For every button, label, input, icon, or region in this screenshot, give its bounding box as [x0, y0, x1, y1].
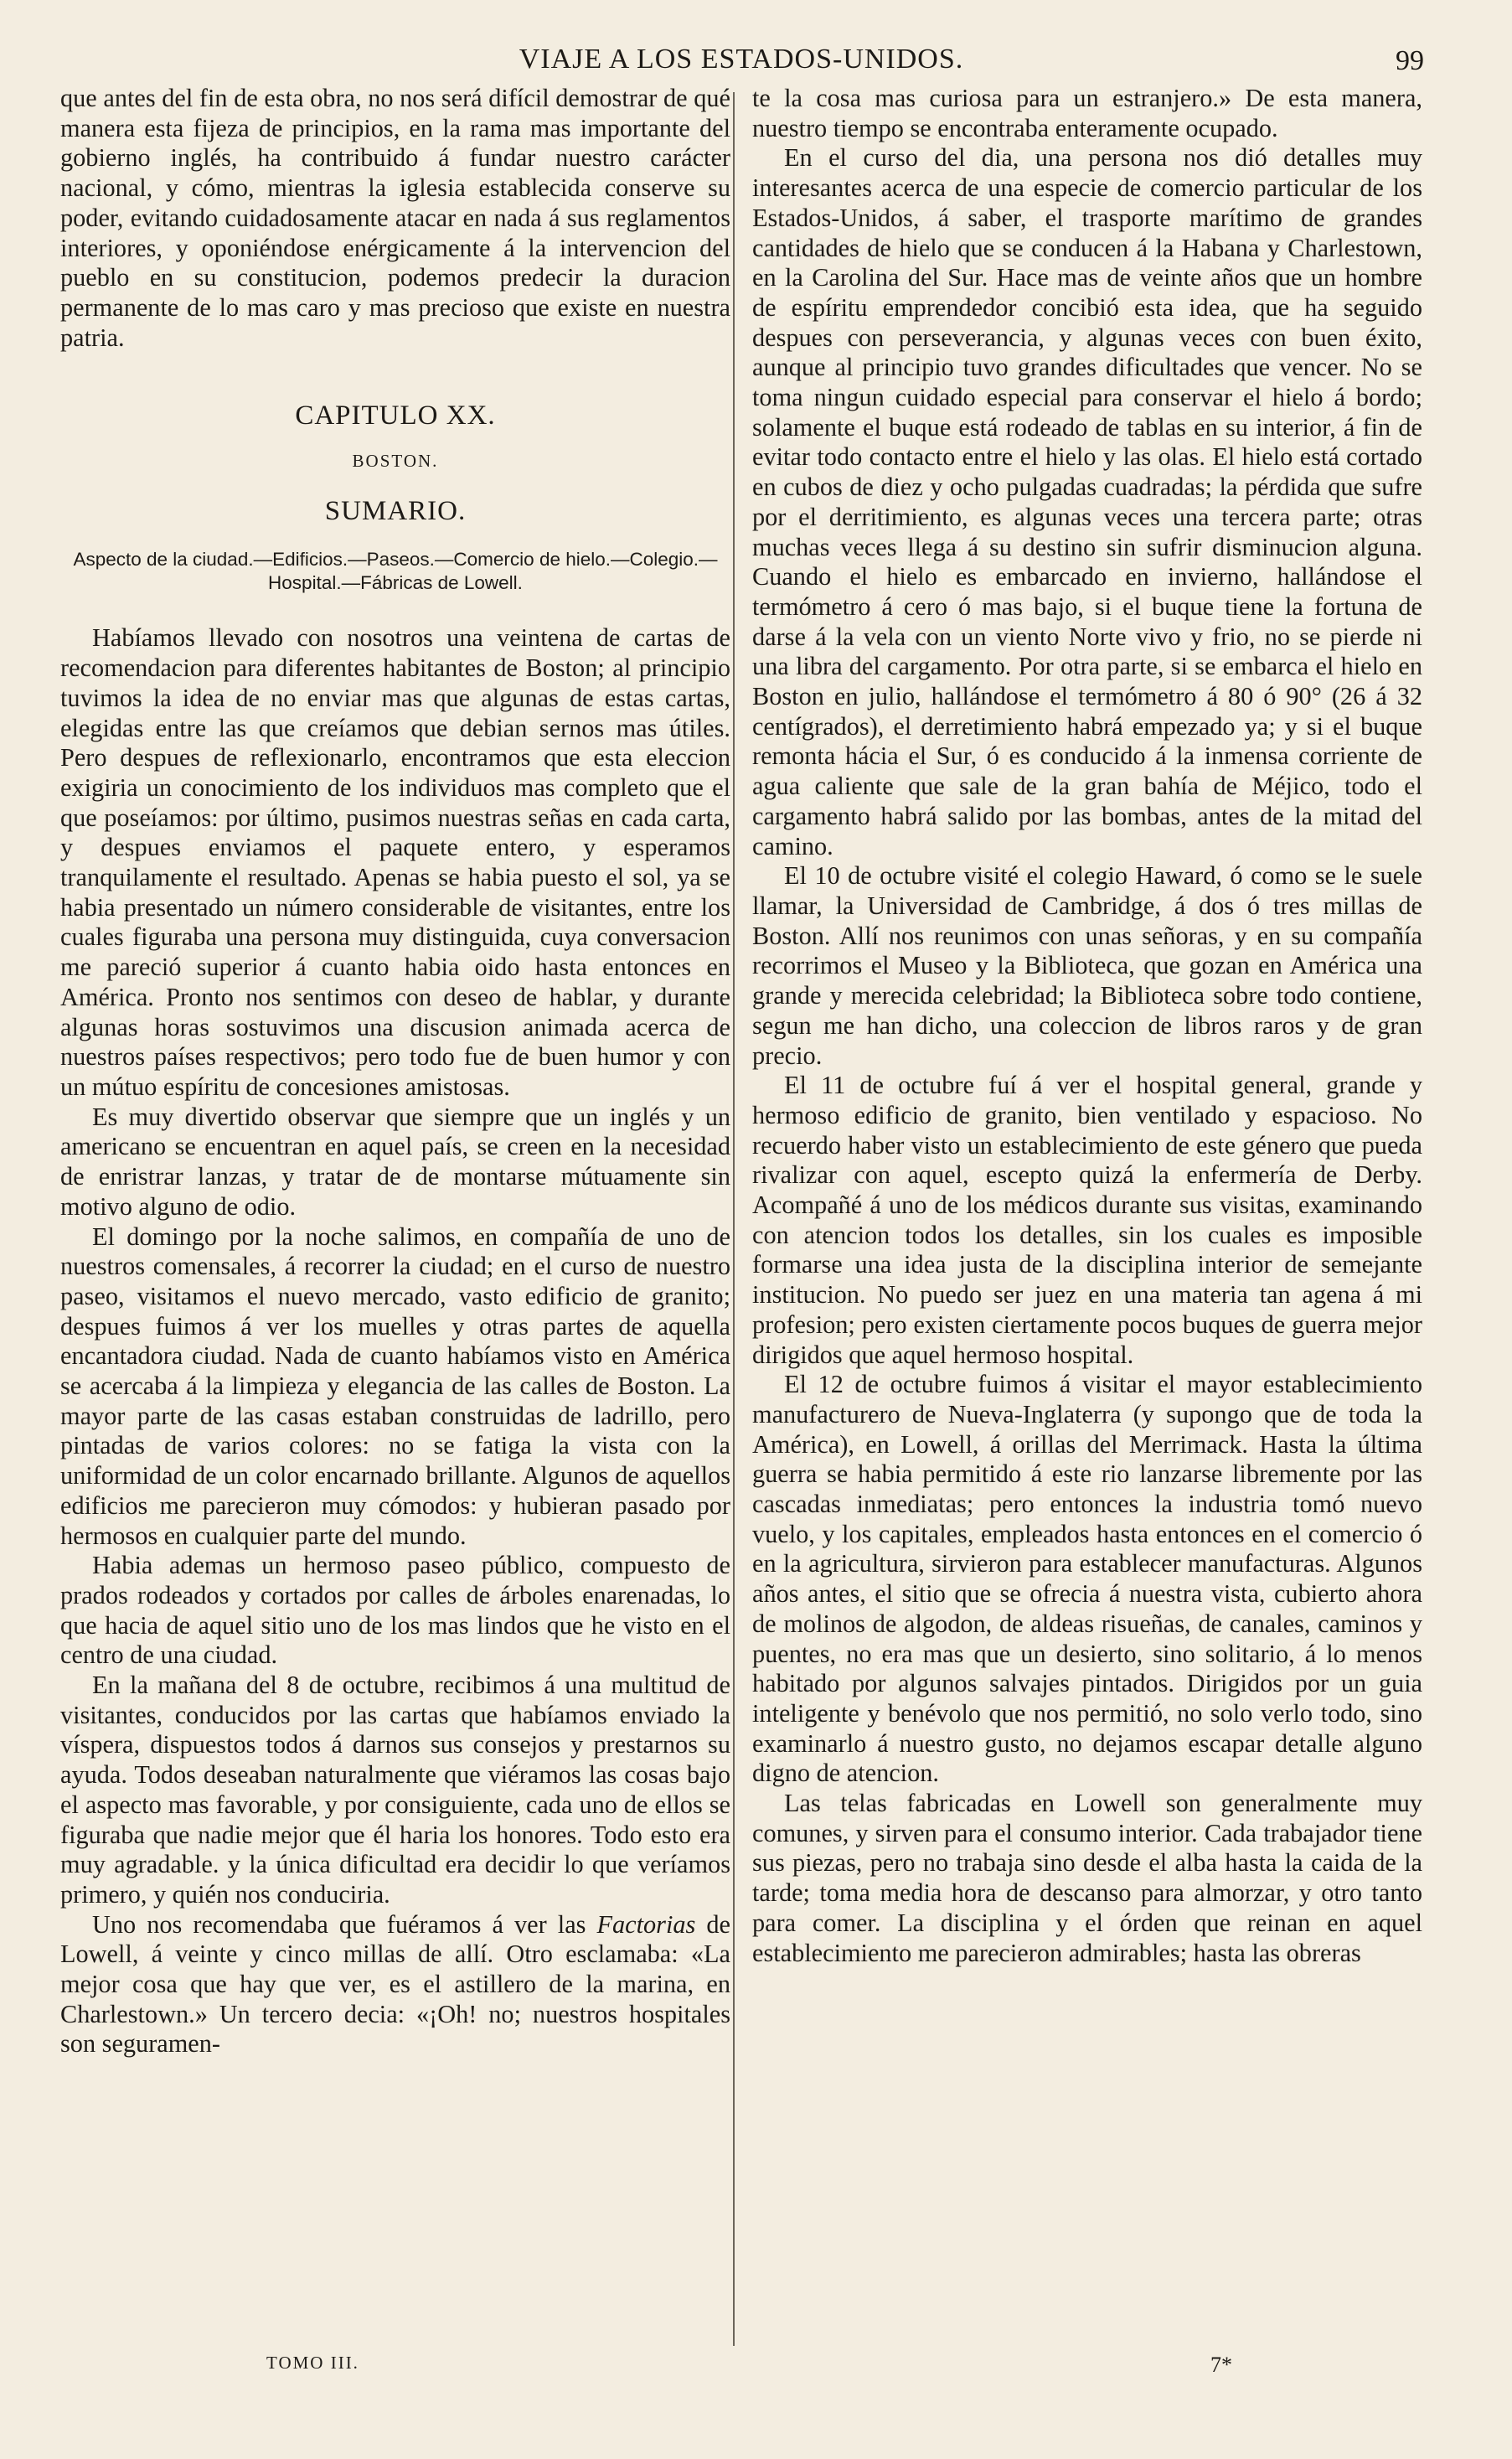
chapter-title: CAPITULO XX.: [295, 400, 496, 431]
paragraph: Habia ademas un hermoso paseo público, compuesto de prados rodeados y cortados por calles de árboles enarenadas, lo que hacia de aquel sitio uno de los mas lindos que he visto en el centro de una ciudad.: [60, 1551, 730, 1670]
paragraph: El domingo por la noche salimos, en compañía de uno de nuestros comensales, á recorrer la ciudad; en el curso de nuestro paseo, visitamos el nuevo mercado, vasto edificio de granito; despues fuimos á ver los muelles y otras partes de aquella encantadora ciudad. Nada de cuanto habíamos visto en América se acercaba á la limpieza y elegancia de las calles de Boston. La mayor parte de las casas estaban construidas de ladrillo, pero pintadas de varios colores: no se fatiga la vista con la uniformidad de un color encarnado brillante. Algunos de aquellos edificios me parecieron muy cómodos: y hubieran pasado por hermosos en cualquier parte del mundo.: [60, 1222, 730, 1550]
running-title: VIAJE A LOS ESTADOS-UNIDOS.: [519, 44, 964, 75]
volume-label: TOMO III.: [266, 2353, 359, 2373]
italic-term: Factorias: [596, 1909, 696, 1939]
paragraph: Las telas fabricadas en Lowell son generalmente muy comunes, y sirven para el consumo interior. Cada trabajador tiene sus piezas, pero no trabaja sino desde el alba hasta la caida de la tarde; toma media hora de descanso para almorzar, y otro tanto para comer. La disciplina y el órden que reinan en aquel establecimiento me parecieron admirables; hasta las obreras: [752, 1789, 1422, 1967]
paragraph: Es muy divertido observar que siempre que un inglés y un americano se encuentran en aquel país, se creen en la necesidad de enristrar lanzas, y tratar de de montarse mútuamente sin motivo alguno de odio.: [60, 1102, 730, 1221]
paragraph-text: de Lowell, á veinte y cinco millas de allí. Otro esclamaba: «La mejor cosa que hay que ver, es el astillero de la marina, en Charlestown.» Un tercero decia: «¡Oh! no; nuestros hospitales son seguramen-: [60, 1909, 731, 2059]
paragraph: que antes del fin de esta obra, no nos será difícil demostrar de qué manera esta fijeza de principios, en la rama mas importante del gobierno inglés, ha contribuido á fundar nuestro carácter nacional, y cómo, mientras la iglesia establecida conserve su poder, evitando cuidadosamente atacar en nada á sus reglamentos interiores, y oponiéndose enérgicamente á la intervencion del pueblo en su constitucion, podemos predecir la duracion permanente de lo mas caro y mas precioso que existe en nuestra patria.: [60, 84, 730, 352]
paragraph: [60, 1910, 730, 2060]
paragraph: El 12 de octubre fuimos á visitar el mayor establecimiento manufacturero de Nueva-Inglaterra (y supongo que de toda la América), en Lowell, á orillas del Merrimack. Hasta la última guerra se habia permitido á este rio lanzarse libremente por las cascadas inmediatas; pero entonces la industria tomó nuevo vuelo, y los capitales, empleados hasta entonces en el comercio ó en la agricultura, sirvieron para establecer manufacturas. Algunos años antes, el sitio que se ofrecia á nuestra vista, cubierto ahora de molinos de algodon, de aldeas risueñas, de canales, caminos y puentes, no era mas que un desierto, sino solitario, á lo menos habitado por algunos salvajes pintados. Dirigidos por un guia inteligente y benévolo que nos permitió, no solo verlo todo, sino examinarlo á nuestro gusto, no dejamos escapar detalle alguno digno de atencion.: [752, 1370, 1422, 1788]
summary-text: Aspecto de la ciudad.—Edificios.—Paseos.—Comercio de hielo.—Colegio.—Hospital.—Fábricas de Lowell.: [73, 549, 718, 594]
paragraph: Habíamos llevado con nosotros una veintena de cartas de recomendacion para diferentes habitantes de Boston; al principio tuvimos la idea de no enviar mas que algunas de estas cartas, elegidas entre las que creíamos que debian sernos mas útiles. Pero despues de reflexionarlo, encontramos que esta eleccion exigiria un conocimiento de los individuos mas completo que el que poseíamos: por último, pusimos nuestras señas en cada carta, y despues enviamos el paquete entero, y esperamos tranquilamente el resultado. Apenas se habia puesto el sol, ya se habia presentado un número considerable de visitantes, entre los cuales figuraba una persona muy distinguida, cuya conversacion me pareció superior á cuanto habia oido hasta entonces en América. Pronto nos sentimos con deseo de hablar, y durante algunas horas sostuvimos una discusion animada acerca de nuestros países respectivos; pero todo fue de buen humor y con un mútuo espíritu de concesiones amistosas.: [60, 623, 730, 1101]
right-column: [752, 84, 1422, 1968]
page-header: [59, 44, 1424, 80]
page-number: 99: [1396, 45, 1424, 76]
paragraph: En el curso del dia, una persona nos dió detalles muy interesantes acerca de una especie de comercio particular de los Estados-Unidos, á saber, el trasporte marítimo de grandes cantidades de hielo que se conducen á la Habana y Charlestown, en la Carolina del Sur. Hace mas de veinte años que un hombre de espíritu emprendedor concibió esta idea, que ha seguido despues con perseverancia, y algunas veces con buen éxito, aunque al principio tuvo grandes dificultades que vencer. No se toma ningun cuidado especial para conservar el hielo á bordo; solamente el buque está rodeado de tablas en su interior, á fin de evitar todo contacto entre el hielo y las olas. El hielo está cortado en cubos de diez y ocho pulgadas cuadradas; la pérdida que sufre por el derritimiento, es algunas veces una tercera parte; otras muchas veces llega á su destino sin sufrir disminucion alguna. Cuando el hielo es embarcado en invierno, hallándose el termómetro á cero ó mas bajo, si el buque tiene la fortuna de darse á la vela con un viento Norte vivo y frio, no se pierde ni una libra del cargamento. Por otra parte, si se embarca el hielo en Boston en julio, hallándose el termómetro á 80 ó 90° (26 á 32 centígrados), el derretimiento habrá empezado ya; y si el buque remonta hácia el Sur, ó es conducido á la inmensa corriente de agua caliente que sale de la gran bahía de Méjico, todo el cargamento habrá salido por las bombas, antes de la mitad del camino.: [752, 143, 1422, 860]
paragraph: El 10 de octubre visité el colegio Haward, ó como se le suele llamar, la Universidad de Cambridge, á dos ó tres millas de Boston. Allí nos reunimos con unas señoras, y en su compañía recorrimos el Museo y la Biblioteca, que gozan en América una grande y merecida celebridad; la Biblioteca sobre todo contiene, segun me han dicho, una coleccion de libros raros y de gran precio.: [752, 861, 1422, 1070]
paragraph: El 11 de octubre fuí á ver el hospital general, grande y hermoso edificio de granito, bien ventilado y espacioso. No recuerdo haber visto un establecimiento de este género que pueda rivalizar con aquel, escepto quizá la enfermería de Derby. Acompañé á uno de los médicos durante sus visitas, examinando con atencion todos los detalles, sin los cuales es imposible formarse una idea justa de la disciplina interior de semejante institucion. No puedo ser juez en una materia tan agena á mi profesion; pero existen ciertamente pocos buques de guerra mejor dirigidos que aquel hermoso hospital.: [752, 1071, 1422, 1369]
paragraph: En la mañana del 8 de octubre, recibimos á una multitud de visitantes, conducidos por las cartas que habíamos enviado la víspera, dispuestos todos á darnos sus consejos y prestarnos su ayuda. Todos deseaban naturalmente que viéramos las cosas bajo el aspecto mas favorable, y por consiguiente, cada uno de ellos se figuraba que nadie mejor que él haria los honores. Todo esto era muy agradable. y la única dificultad era decidir lo que veríamos primero, y quién nos conduciria.: [60, 1671, 730, 1909]
signature-mark: 7*: [1210, 2353, 1232, 2377]
chapter-place: BOSTON.: [352, 451, 439, 472]
paragraph: te la cosa mas curiosa para un estranjero.» De esta manera, nuestro tiempo se encontraba enteramente ocupado.: [752, 84, 1422, 142]
column-divider: [733, 92, 735, 2346]
paragraph-text: Uno nos recomendaba que fuéramos á ver las: [92, 1909, 597, 1939]
left-column: [60, 84, 730, 2059]
summary-heading: SUMARIO.: [324, 495, 467, 526]
